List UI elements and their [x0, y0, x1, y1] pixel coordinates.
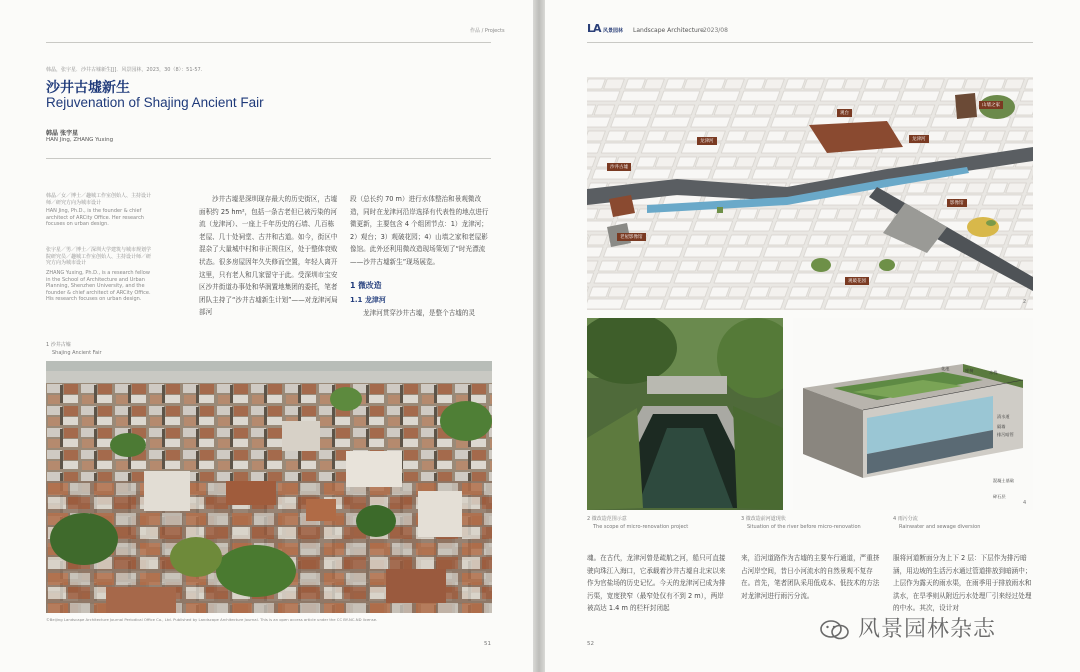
label-fair: 沙井古墟: [607, 163, 631, 171]
page-number-left: 51: [484, 641, 491, 647]
body-col3: 服将河道断面分为上下 2 层：下层作为排污暗涵，用边坡的生活污水通过管道排放到暗涵中；上层作为露天的雨水渠，在雨季用于排放雨水和洪水，在旱季则从附近污水处理厂引来经过处理的中水。其次，设计对: [893, 554, 1032, 613]
copyright-line: ©Beijing Landscape Architecture Journal Periodical Office Co., Ltd. Published by Landscape Architecture Journal. This is an open access article under the CC BY-NC-ND license.: [46, 617, 378, 622]
journal-name: Landscape Architecture: [633, 27, 704, 34]
header-rule: [587, 42, 1033, 43]
authors-en: HAN Jing, ZHANG Yuxing: [46, 137, 114, 143]
figure-4-caption-en: Situation of the river before micro-renovation: [747, 524, 861, 530]
figure-4-caption-cn: 3 微改造前河道现状: [741, 516, 786, 522]
label-gallery: 影像馆: [947, 199, 967, 207]
figure-4-number: 4: [1023, 500, 1027, 506]
title-cn: 沙井古墟新生: [46, 80, 130, 96]
label-wall-house: 山墙之家: [979, 101, 1003, 109]
section-heading: 1 微改造: [350, 281, 382, 290]
label-garden: 观破花园: [845, 277, 869, 285]
journal-logo-cn: 风景园林: [603, 28, 624, 34]
watermark-text: 风景园林杂志: [858, 617, 997, 642]
left-page: [0, 0, 533, 672]
label-platform: 观台: [837, 109, 852, 117]
figure-1-caption-en: Shajing Ancient Fair: [52, 350, 102, 356]
bio-zhang-cn: 张宇星／男／博士／深圳大学建筑与城市规划学院研究员／趣城工作室创始人、主持设计师／研究方向为城市设计: [46, 247, 152, 267]
bio-han-en: HAN Jing, Ph.D., is the founder & chief architect of ARCity Office. Her research focuses on urban design.: [46, 208, 144, 228]
label-river-1: 龙津河: [697, 137, 717, 145]
bio-zhang-en: ZHANG Yuxing, Ph.D., is a research fellow in the School of Architecture and Urban Planning, Shenzhen University, and the founder & chief architect of ARCity Office. His research focuses on urban design.: [46, 270, 151, 303]
figure-2-site-axonometric: [587, 77, 1033, 310]
body-col2: 段（总长约 70 m）进行水体整治和景观微改造，同时在龙津河沿岸选择有代表性的地点进行微更新，主要包含 4 个组团节点：1）龙津河；2）观台；3）观破花园；4）山墙之家和老屋影像馆。此外还利用微改造现场策划了“时光漂流——沙井古墟新生”现场展览。: [350, 195, 489, 266]
figure-5-caption-en: Rainwater and sewage diversion: [899, 524, 981, 530]
issue-date: 2023/08: [703, 27, 728, 34]
citation: 韩晶，张宇星．沙井古墟新生[J]．风景园林，2023，30（8）：51-57.: [46, 67, 203, 73]
book-gutter: [533, 0, 545, 672]
journal-logo-icon: LA: [587, 22, 601, 35]
figure-2-number: 2: [1023, 299, 1027, 305]
body-col1: 魂。在古代，龙津河曾是疏航之河，船只可直接驶向珠江入海口，它承载着沙井古墟自北宋以来作为官盐场的历史记忆。今天的龙津河已成为排污渠，宽度狭窄（最窄处仅有不到 2 m），两岸被高达 1.4 m 的栏杆封闭起: [587, 554, 726, 613]
title-en: Rejuvenation of Shajing Ancient Fair: [46, 95, 264, 110]
divider: [46, 158, 491, 159]
body-col1: 沙井古墟是深圳现存最大的历史街区，古墟面积约 25 hm²，包括一条古老但已被污染的河流（龙津河）、一座上千年历史的石墙、几百栋老屋、几十处祠堂、古井和古道。如今，街区中混杂了大量城中村和非正规住区，处于整体衰败状态。很多房屋因年久失修而空置，年轻人离开这里，只有老人和几家留守于此。受深圳市宝安区沙井街道办事处和华润置地集团的委托，笔者团队主持了“沙井古墟新生计划”——对龙津河局部河: [199, 195, 338, 317]
label-planter: 花池: [941, 366, 950, 371]
header-section-tab: 作品 / Projects: [470, 28, 505, 34]
label-sewer-pipe: 排污暗管: [997, 432, 1014, 437]
page-number-right: 52: [587, 641, 594, 647]
label-partition: 隔墙: [997, 424, 1006, 429]
label-boardwalk: 木栈: [989, 370, 998, 375]
label-concrete-base: 混凝土基础: [993, 478, 1014, 483]
authors-cn: 韩晶 张宇星: [46, 130, 79, 137]
label-clear-channel: 清水道: [997, 414, 1010, 419]
figure-1-caption-cn: 1 沙井古墟: [46, 342, 71, 348]
figure-3-caption-cn: 2 微改造范围示意: [587, 516, 627, 522]
body-col2-cont: 龙津河贯穿沙井古墟，是整个古墟的灵: [363, 309, 476, 317]
label-seat: 座椅: [965, 368, 974, 373]
header-rule: [46, 42, 491, 43]
figure-3-caption-en: The scope of micro-renovation project: [593, 524, 689, 530]
body-col2: 来，沿河道路作为古墟的主要车行通道，严重挤占河岸空间，昔日小河流水的自然景观不复存在。首先，笔者团队采用低成本、低技术的方法对龙津河进行雨污分流。: [741, 554, 880, 600]
label-old-house-gallery: 老屋影像馆: [617, 233, 646, 241]
label-gravel: 碎石层: [993, 494, 1006, 499]
wechat-icon: [820, 619, 850, 641]
subsection-heading: 1.1 龙津河: [350, 296, 386, 304]
figure-3-river-photo: [587, 318, 783, 510]
figure-1-aerial-photo: [46, 361, 492, 613]
wechat-watermark: [820, 612, 996, 643]
figure-4-section-diagram: [793, 318, 1033, 510]
bio-han-cn: 韩晶／女／博士／趣城工作室创始人、主持设计师／研究方向为城市设计: [46, 193, 152, 206]
figure-5-caption-cn: 4 雨污分流: [893, 516, 918, 522]
label-river-2: 龙津河: [909, 135, 929, 143]
right-page: [545, 0, 1080, 672]
